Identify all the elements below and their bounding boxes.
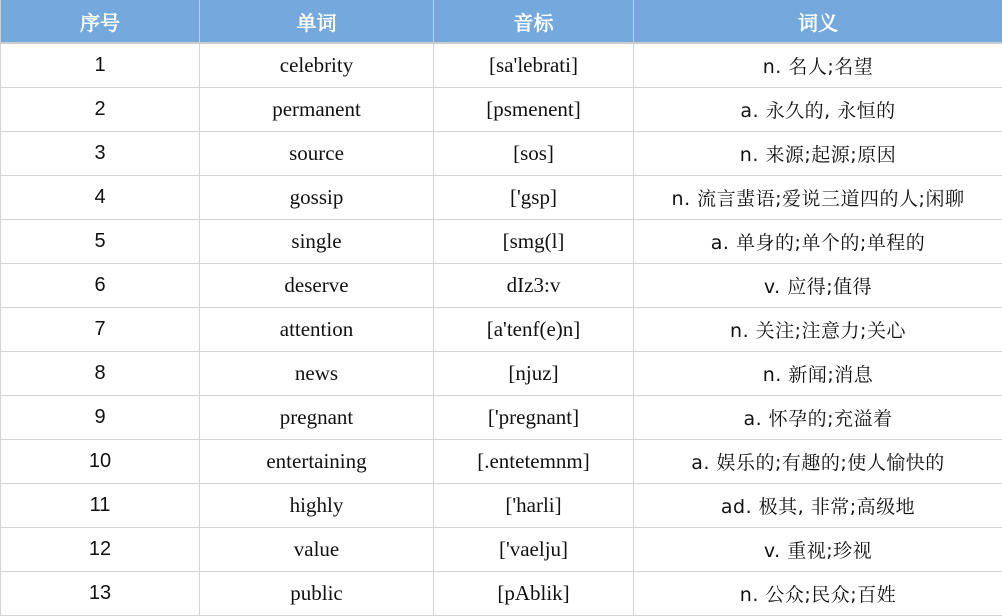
row-number: 13 <box>1 572 200 616</box>
row-meaning: n. 来源;起源;原因 <box>634 132 1002 176</box>
table-row <box>1 352 1002 396</box>
row-word: attention <box>200 308 434 352</box>
row-word: permanent <box>200 88 434 132</box>
row-number: 1 <box>1 43 200 88</box>
header-row <box>1 0 1002 43</box>
row-number: 4 <box>1 176 200 220</box>
row-number: 5 <box>1 220 200 264</box>
row-phonetic: [psmenent] <box>434 88 634 132</box>
row-phonetic: ['vaelju] <box>434 528 634 572</box>
row-word: highly <box>200 484 434 528</box>
row-phonetic: [.entetemnm] <box>434 440 634 484</box>
row-word: pregnant <box>200 396 434 440</box>
table-row <box>1 528 1002 572</box>
row-word: value <box>200 528 434 572</box>
row-meaning: n. 公众;民众;百姓 <box>634 572 1002 616</box>
table-row <box>1 308 1002 352</box>
row-word: single <box>200 220 434 264</box>
row-number: 6 <box>1 264 200 308</box>
row-number: 2 <box>1 88 200 132</box>
table-row <box>1 132 1002 176</box>
table-row <box>1 484 1002 528</box>
header-number: 序号 <box>1 0 200 43</box>
row-number: 8 <box>1 352 200 396</box>
row-word: gossip <box>200 176 434 220</box>
row-word: celebrity <box>200 43 434 88</box>
row-meaning: n. 流言蜚语;爱说三道四的人;闲聊 <box>634 176 1002 220</box>
row-word: source <box>200 132 434 176</box>
row-word: entertaining <box>200 440 434 484</box>
table-row <box>1 88 1002 132</box>
row-meaning: n. 新闻;消息 <box>634 352 1002 396</box>
row-phonetic: ['harli] <box>434 484 634 528</box>
table-row <box>1 220 1002 264</box>
row-number: 11 <box>1 484 200 528</box>
row-meaning: n. 关注;注意力;关心 <box>634 308 1002 352</box>
row-phonetic: [smg(l] <box>434 220 634 264</box>
row-meaning: a. 娱乐的;有趣的;使人愉快的 <box>634 440 1002 484</box>
header-word: 单词 <box>200 0 434 43</box>
row-phonetic: ['pregnant] <box>434 396 634 440</box>
row-phonetic: [pAblik] <box>434 572 634 616</box>
row-number: 7 <box>1 308 200 352</box>
table-row <box>1 176 1002 220</box>
row-meaning: a. 单身的;单个的;单程的 <box>634 220 1002 264</box>
row-phonetic: ['gsp] <box>434 176 634 220</box>
row-meaning: v. 应得;值得 <box>634 264 1002 308</box>
row-number: 10 <box>1 440 200 484</box>
row-meaning: v. 重视;珍视 <box>634 528 1002 572</box>
row-meaning: n. 名人;名望 <box>634 43 1002 88</box>
row-word: public <box>200 572 434 616</box>
row-meaning: a. 怀孕的;充溢着 <box>634 396 1002 440</box>
row-phonetic: dIz3:v <box>434 264 634 308</box>
row-word: news <box>200 352 434 396</box>
table-header <box>1 0 1002 43</box>
row-meaning: ad. 极其, 非常;高级地 <box>634 484 1002 528</box>
table-row <box>1 43 1002 88</box>
header-meaning: 词义 <box>634 0 1002 43</box>
row-phonetic: [sos] <box>434 132 634 176</box>
row-number: 12 <box>1 528 200 572</box>
row-meaning: a. 永久的, 永恒的 <box>634 88 1002 132</box>
row-phonetic: [sa'lebrati] <box>434 43 634 88</box>
table-row <box>1 440 1002 484</box>
table-body <box>1 43 1002 616</box>
row-phonetic: [njuz] <box>434 352 634 396</box>
row-phonetic: [a'tenf(e)n] <box>434 308 634 352</box>
header-phonetic: 音标 <box>434 0 634 43</box>
table-row <box>1 572 1002 616</box>
row-number: 3 <box>1 132 200 176</box>
table-row <box>1 264 1002 308</box>
row-number: 9 <box>1 396 200 440</box>
row-word: deserve <box>200 264 434 308</box>
table-row <box>1 396 1002 440</box>
